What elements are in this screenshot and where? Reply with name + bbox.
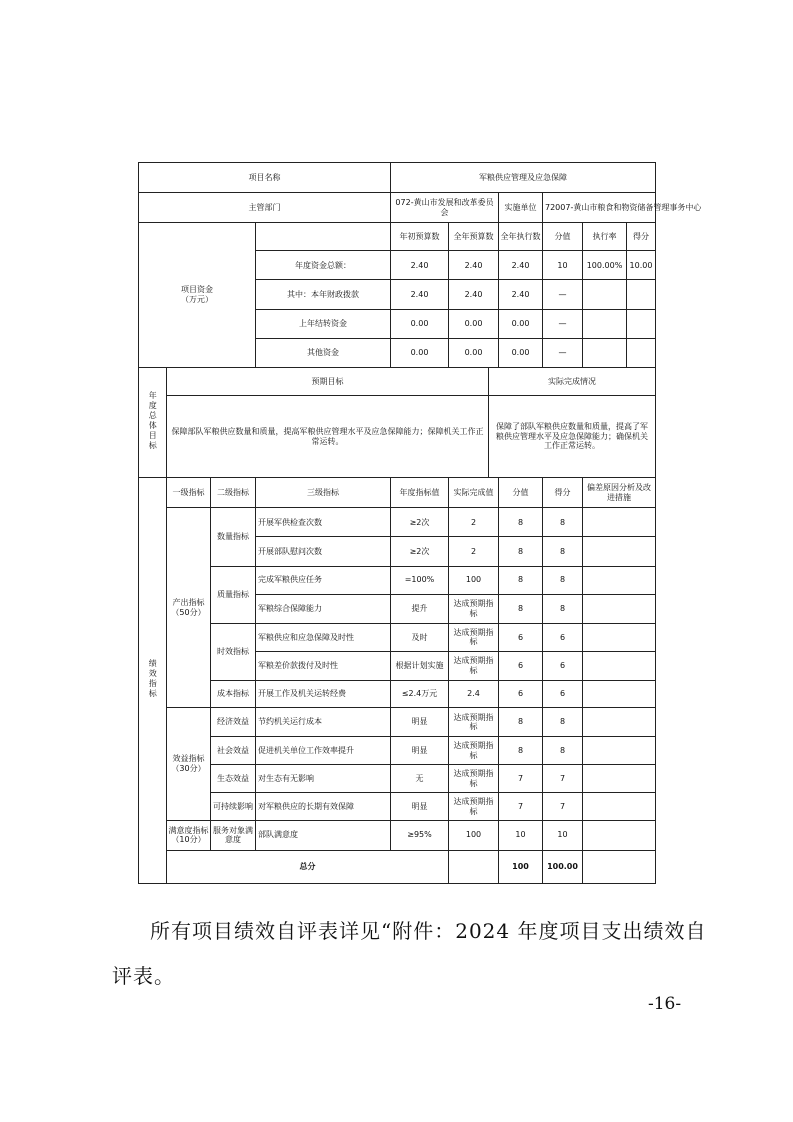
perf-header-score: 分值 [499, 478, 543, 508]
perf-l3: 开展军供检查次数 [256, 508, 391, 537]
perf-l3: 对生态有无影响 [256, 765, 391, 793]
perf-label-text: 绩效指标 [148, 659, 158, 700]
perf-l1: 满意度指标（10分） [167, 820, 211, 850]
funds-row-score: — [543, 338, 583, 367]
perf-target: ≥95% [391, 820, 449, 850]
perf-header-note: 偏差原因分析及改进措施 [583, 478, 656, 508]
funds-row-got [627, 309, 656, 338]
expected-goal-text: 保障部队军粮供应数量和质量，提高军粮供应管理水平及应急保障能力；保障机关工作正常运转。 [167, 395, 489, 477]
perf-actual: 2 [449, 508, 499, 537]
perf-target: ≥2次 [391, 508, 449, 537]
perf-score: 8 [499, 737, 543, 765]
perf-target: ≥2次 [391, 537, 449, 566]
perf-row [139, 623, 656, 651]
total-blank [449, 850, 499, 883]
perf-l3: 对军粮供应的长期有效保障 [256, 793, 391, 820]
perf-note [583, 508, 656, 537]
perf-target: 根据计划实施 [391, 651, 449, 680]
department-row [139, 193, 656, 223]
perf-actual: 2.4 [449, 681, 499, 708]
perf-got: 8 [543, 537, 583, 566]
perf-l2: 可持续影响 [211, 793, 256, 820]
funds-header-got: 得分 [627, 223, 656, 251]
funds-header-row [139, 223, 656, 251]
perf-note [583, 537, 656, 566]
funds-row-v3: 0.00 [499, 309, 543, 338]
page-number: -16- [648, 994, 682, 1014]
goals-content-row [139, 395, 656, 477]
funds-header-v3: 全年执行数 [499, 223, 543, 251]
perf-note [583, 681, 656, 708]
perf-header-l2: 二级指标 [211, 478, 256, 508]
dept-value: 072-黄山市发展和改革委员会 [391, 193, 499, 223]
perf-l2: 服务对象满意度 [211, 820, 256, 850]
perf-l3: 完成军粮供应任务 [256, 566, 391, 594]
funds-row-v1: 0.00 [391, 338, 449, 367]
perf-got: 10 [543, 820, 583, 850]
funds-header-v1: 年初预算数 [391, 223, 449, 251]
funds-row-v3: 2.40 [499, 251, 543, 280]
goals-label [139, 367, 167, 477]
perf-score: 7 [499, 793, 543, 820]
perf-got: 6 [543, 681, 583, 708]
funds-row-rate [583, 309, 627, 338]
total-label: 总分 [167, 850, 449, 883]
funds-header-blank [256, 223, 391, 251]
perf-l1 [167, 508, 211, 708]
perf-actual: 2 [449, 537, 499, 566]
funds-row-rate [583, 338, 627, 367]
funds-row-v1: 2.40 [391, 251, 449, 280]
perf-score: 6 [499, 651, 543, 680]
performance-self-evaluation-table [138, 162, 702, 884]
perf-l2: 成本指标 [211, 681, 256, 708]
total-score: 100 [499, 850, 543, 883]
perf-l3: 军粮差价款拨付及时性 [256, 651, 391, 680]
perf-got: 7 [543, 793, 583, 820]
project-name-label: 项目名称 [139, 163, 391, 193]
perf-header-l3: 三级指标 [256, 478, 391, 508]
funds-label [139, 223, 256, 368]
goals-label-text: 年度总体目标 [148, 391, 158, 452]
perf-note [583, 820, 656, 850]
perf-row [139, 765, 656, 793]
perf-header-target: 年度指标值 [391, 478, 449, 508]
perf-score: 8 [499, 508, 543, 537]
perf-note [583, 793, 656, 820]
perf-l1-text: 效益指标 （30分） [171, 754, 206, 773]
funds-row-v3: 2.40 [499, 280, 543, 309]
perf-row [139, 793, 656, 820]
perf-label [139, 478, 167, 884]
funds-row-v2: 2.40 [449, 280, 499, 309]
perf-l3: 军粮综合保障能力 [256, 594, 391, 623]
funds-row-score: 10 [543, 251, 583, 280]
perf-got: 6 [543, 651, 583, 680]
perf-target: 明显 [391, 708, 449, 737]
perf-got: 8 [543, 737, 583, 765]
perf-note [583, 623, 656, 651]
perf-l2: 质量指标 [211, 566, 256, 623]
funds-row-v2: 2.40 [449, 251, 499, 280]
perf-got: 7 [543, 765, 583, 793]
perf-row [139, 508, 656, 537]
dept-label: 主管部门 [139, 193, 391, 223]
perf-l2: 数量指标 [211, 508, 256, 566]
funds-row-got [627, 280, 656, 309]
perf-note [583, 708, 656, 737]
perf-header-l1: 一级指标 [167, 478, 211, 508]
perf-target: 明显 [391, 793, 449, 820]
perf-actual: 100 [449, 566, 499, 594]
funds-row-score: — [543, 309, 583, 338]
perf-actual: 达成预期指标 [449, 793, 499, 820]
perf-l3: 促进机关单位工作效率提升 [256, 737, 391, 765]
actual-goal-text: 保障了部队军粮供应数量和质量，提高了军粮供应管理水平及应急保障能力；确保机关工作正常运转。 [489, 395, 656, 477]
body-paragraph-line1: 所有项目绩效自评表详见“附件：2024 年度项目支出绩效自 [150, 919, 707, 943]
perf-score: 6 [499, 681, 543, 708]
funds-row-v1: 0.00 [391, 309, 449, 338]
perf-header-actual: 实际完成值 [449, 478, 499, 508]
perf-l3: 部队满意度 [256, 820, 391, 850]
funds-row-label: 其中：本年财政拨款 [256, 280, 391, 309]
perf-row [139, 708, 656, 737]
total-note [583, 850, 656, 883]
perf-score: 7 [499, 765, 543, 793]
perf-l3: 军粮供应和应急保障及时性 [256, 623, 391, 651]
perf-score: 8 [499, 708, 543, 737]
funds-header-rate: 执行率 [583, 223, 627, 251]
perf-score: 10 [499, 820, 543, 850]
perf-note [583, 765, 656, 793]
perf-got: 8 [543, 566, 583, 594]
funds-row-v1: 2.40 [391, 280, 449, 309]
perf-note [583, 566, 656, 594]
funds-row-got: 10.00 [627, 251, 656, 280]
perf-target: 无 [391, 765, 449, 793]
goals-header-row [139, 367, 656, 395]
perf-header-row [139, 478, 656, 508]
perf-got: 8 [543, 708, 583, 737]
perf-l3: 开展工作及机关运转经费 [256, 681, 391, 708]
perf-header-got: 得分 [543, 478, 583, 508]
funds-row-got [627, 338, 656, 367]
perf-l2: 经济效益 [211, 708, 256, 737]
perf-actual: 达成预期指标 [449, 651, 499, 680]
perf-l3: 开展部队慰问次数 [256, 537, 391, 566]
perf-actual: 达成预期指标 [449, 623, 499, 651]
perf-target: 及时 [391, 623, 449, 651]
perf-l1 [167, 708, 211, 820]
perf-actual: 100 [449, 820, 499, 850]
funds-header-score: 分值 [543, 223, 583, 251]
funds-row-v3: 0.00 [499, 338, 543, 367]
funds-row-rate [583, 280, 627, 309]
perf-target: 提升 [391, 594, 449, 623]
perf-actual: 达成预期指标 [449, 737, 499, 765]
perf-got: 8 [543, 594, 583, 623]
perf-note [583, 651, 656, 680]
perf-score: 8 [499, 566, 543, 594]
funds-header-v2: 全年预算数 [449, 223, 499, 251]
perf-score: 6 [499, 623, 543, 651]
actual-goal-header: 实际完成情况 [489, 367, 656, 395]
funds-row-score: — [543, 280, 583, 309]
perf-note [583, 594, 656, 623]
perf-got: 8 [543, 508, 583, 537]
perf-l2: 时效指标 [211, 623, 256, 680]
total-row [139, 850, 656, 883]
funds-row-label: 其他资金 [256, 338, 391, 367]
perf-got: 6 [543, 623, 583, 651]
project-name-row [139, 163, 656, 193]
perf-row [139, 566, 656, 594]
perf-note [583, 737, 656, 765]
perf-target: =100% [391, 566, 449, 594]
perf-actual: 达成预期指标 [449, 708, 499, 737]
perf-target: ≤2.4万元 [391, 681, 449, 708]
funds-row-v2: 0.00 [449, 309, 499, 338]
project-name-value: 军粮供应管理及应急保障 [391, 163, 656, 193]
total-got: 100.00 [543, 850, 583, 883]
impl-label: 实施单位 [499, 193, 543, 223]
perf-score: 8 [499, 594, 543, 623]
perf-l2: 社会效益 [211, 737, 256, 765]
funds-row-v2: 0.00 [449, 338, 499, 367]
perf-l1-text: 产出指标 （50分） [171, 598, 206, 617]
perf-row [139, 737, 656, 765]
perf-actual: 达成预期指标 [449, 765, 499, 793]
perf-target: 明显 [391, 737, 449, 765]
body-paragraph-line2: 评表。 [112, 964, 175, 988]
impl-value: 72007-黄山市粮食和物资储备管理事务中心 [543, 193, 656, 223]
perf-row [139, 820, 656, 850]
expected-goal-header: 预期目标 [167, 367, 489, 395]
funds-row-label: 年度资金总额： [256, 251, 391, 280]
funds-label-text: 项目资金 （万元） [181, 285, 213, 305]
perf-l2: 生态效益 [211, 765, 256, 793]
perf-row [139, 681, 656, 708]
perf-score: 8 [499, 537, 543, 566]
perf-actual: 达成预期指标 [449, 594, 499, 623]
funds-row-label: 上年结转资金 [256, 309, 391, 338]
perf-l3: 节约机关运行成本 [256, 708, 391, 737]
funds-row-rate: 100.00% [583, 251, 627, 280]
